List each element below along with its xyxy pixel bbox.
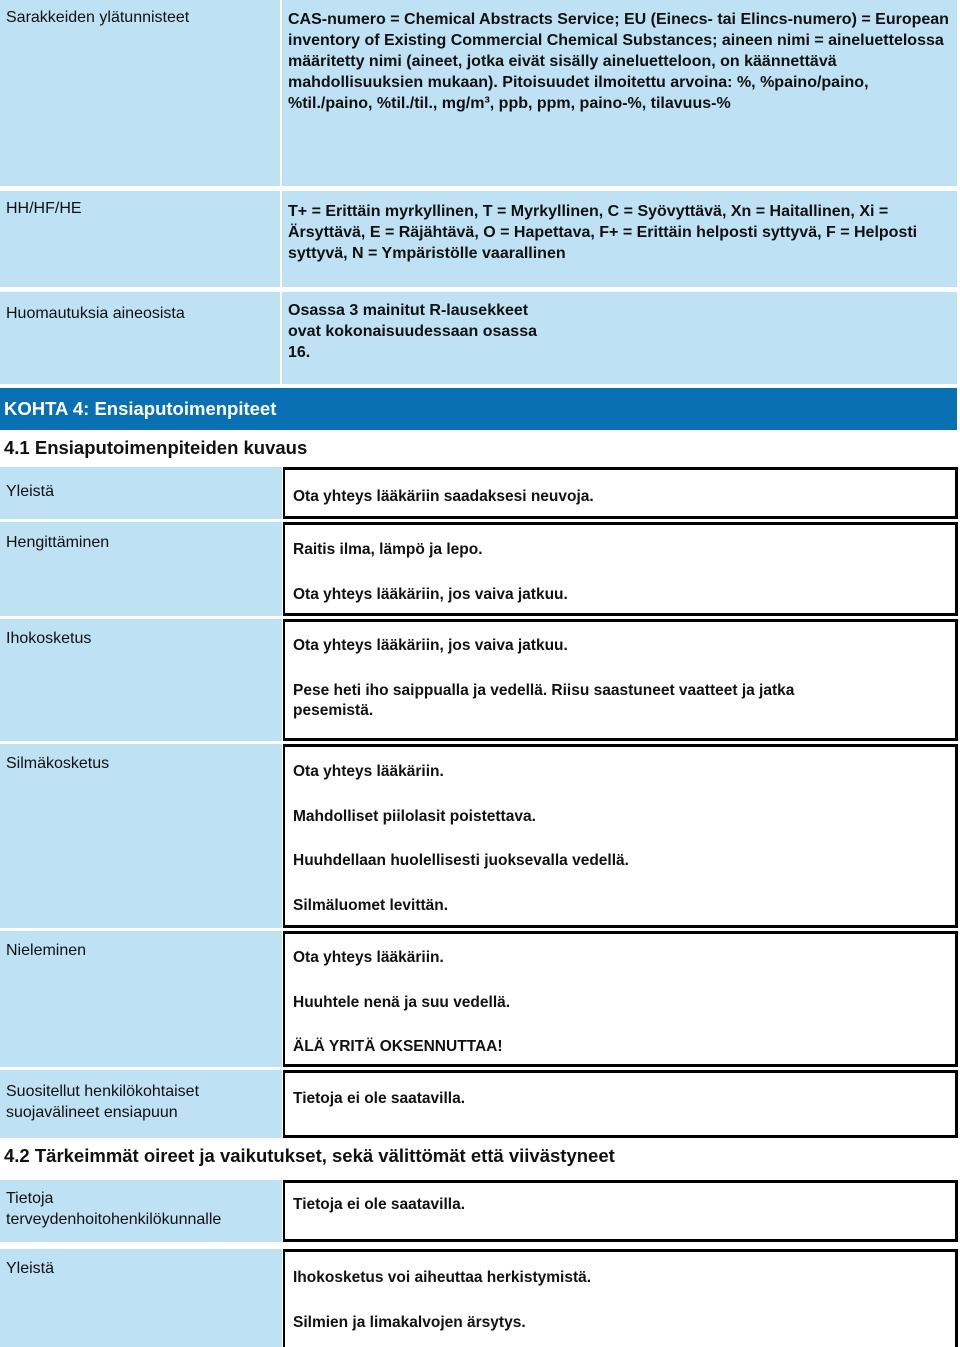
row-label-health-personnel: [0, 1180, 282, 1242]
section-4-header: KOHTA 4: Ensiaputoimenpiteet: [0, 388, 957, 430]
row-label-first-aid-protection: [0, 1070, 282, 1138]
subsection-4-2-title: 4.2 Tärkeimmät oireet ja vaikutukset, sekä välittömät että viivästyneet: [4, 1145, 615, 1166]
row-value-ingestion: [283, 931, 958, 1067]
entry-text: Silmien ja limakalvojen ärsytys.: [293, 1313, 526, 1331]
row-value-general: [283, 467, 958, 519]
entry-text: Huuhtele nenä ja suu vedellä.: [293, 993, 511, 1011]
header-label-hazard-symbols: HH/HF/HE: [0, 191, 280, 287]
first-aid-protection-label: Suositellut henkilökohtaiset suojavälineet ensiapuun: [6, 1083, 200, 1121]
row-label-general: Yleistä: [0, 467, 282, 519]
component-notes-text: Osassa 3 mainitut R-lausekkeet ovat kokonaisuudessaan osassa 16.: [288, 302, 537, 361]
row-label-inhalation: Hengittäminen: [0, 522, 282, 616]
entry-text: Huuhdellaan huolellisesti juoksevalla vedellä.: [293, 852, 629, 869]
row-value-inhalation: [283, 522, 958, 616]
entry-text: Tietoja ei ole saatavilla.: [293, 1090, 466, 1107]
row-label-general-symptoms: Yleistä: [0, 1249, 282, 1347]
entry-text: Pese heti iho saippualla ja vedellä. Riisu saastuneet vaatteet ja jatka pesemistä.: [293, 681, 795, 719]
row-value-health-personnel: [283, 1180, 958, 1242]
row-label-skin-contact: Ihokosketus: [0, 619, 282, 741]
entry-text: Ota yhteys lääkäriin, jos vaiva jatkuu.: [293, 585, 568, 603]
row-value-eye-contact: [283, 744, 958, 928]
entry-text: Ota yhteys lääkäriin.: [293, 949, 444, 966]
entry-text: Tietoja ei ole saatavilla.: [293, 1196, 466, 1213]
row-value-general-symptoms: [283, 1249, 958, 1347]
header-value-hazard-symbols: T+ = Erittäin myrkyllinen, T = Myrkyllinen, C = Syövyttävä, Xn = Haitallinen, Xi = Ärsyttävä, E = Räjähtävä, O = Hapettava, F+ = Erittäin helposti syttyvä, F = Helposti syttyvä, N = Ympäristölle vaarallinen: [282, 191, 957, 287]
entry-text: ÄLÄ YRITÄ OKSENNUTTAA!: [293, 1038, 503, 1055]
header-label-component-notes: Huomautuksia aineosista: [0, 292, 280, 384]
row-value-first-aid-protection: [283, 1070, 958, 1138]
header-value-component-notes: [282, 292, 957, 384]
entry-text: Ota yhteys lääkäriin saadaksesi neuvoja.: [293, 488, 594, 505]
entry-text: Ota yhteys lääkäriin.: [293, 763, 444, 780]
entry-text: Mahdolliset piilolasit poistettava.: [293, 807, 536, 825]
entry-text: Ota yhteys lääkäriin, jos vaiva jatkuu.: [293, 637, 568, 654]
entry-text: Silmäluomet levittän.: [293, 896, 449, 914]
health-personnel-label: Tietoja terveydenhoitohenkilökunnalle: [6, 1190, 222, 1228]
row-value-skin-contact: [283, 619, 958, 741]
row-label-ingestion: Nieleminen: [0, 931, 282, 1067]
header-value-column-headers: CAS-numero = Chemical Abstracts Service; EU (Einecs- tai Elincs-numero) = European inventory of Existing Commercial Chemical Substances; aineen nimi = aineluettelossa määritetty nimi (aineet, jotka eivät sisälly aineluetteloon, on käännettävä mahdollisuuksien mukaan). Pitoisuudet ilmoitettu arvoina: %, %paino/paino, %til./paino, %til./til., mg/m³, ppb, ppm, paino-%, tilavuus-%: [282, 0, 957, 186]
entry-text: Raitis ilma, lämpö ja lepo.: [293, 541, 483, 558]
subsection-4-1-title: 4.1 Ensiaputoimenpiteiden kuvaus: [4, 437, 308, 458]
header-label-column-headers: Sarakkeiden ylätunnisteet: [0, 0, 280, 186]
entry-text: Ihokosketus voi aiheuttaa herkistymistä.: [293, 1269, 592, 1286]
row-label-eye-contact: Silmäkosketus: [0, 744, 282, 928]
